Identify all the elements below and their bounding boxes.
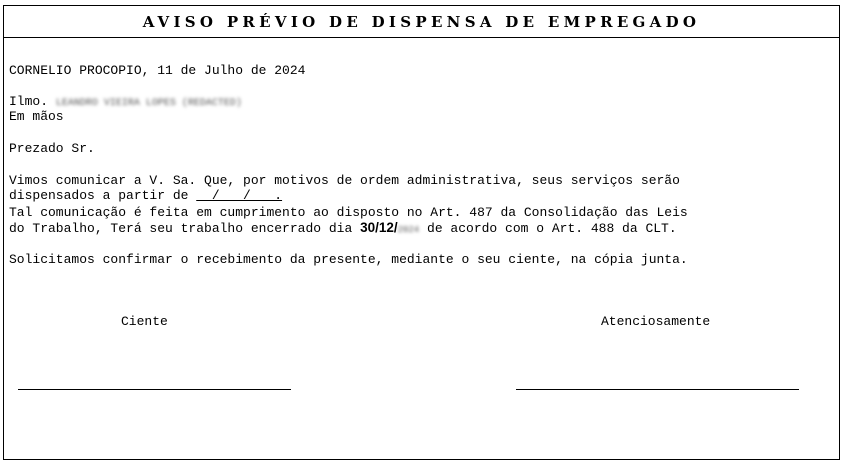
closing-line: Solicitamos confirmar o recebimento da presente, mediante o seu ciente, na cópia junta.: [9, 252, 688, 267]
paragraph-line-1: Vimos comunicar a V. Sa. Que, por motivos de ordem administrativa, seus serviços serão: [9, 173, 680, 188]
paragraph-line-4-prefix: do Trabalho, Terá seu trabalho encerrado dia: [9, 221, 361, 236]
paragraph-line-2: [9, 188, 282, 203]
recipient-name-redacted: LEANDRO VIEIRA LOPES (REDACTED): [55, 98, 242, 109]
right-signature-line: [516, 389, 799, 390]
paragraph-line-4-suffix: de acordo com o Art. 488 da CLT.: [419, 221, 677, 236]
notice-document: [3, 5, 840, 460]
delivery-note: Em mãos: [9, 109, 64, 124]
left-signature-line: [18, 389, 291, 390]
left-signature-label: Ciente: [121, 314, 168, 329]
paragraph-line-3: Tal comunicação é feita em cumprimento ao disposto no Art. 487 da Consolidação das Leis: [9, 205, 688, 220]
greeting: Prezado Sr.: [9, 141, 95, 156]
paragraph-line-4: [9, 220, 677, 238]
title-bar: [4, 6, 839, 38]
end-date-redacted: 2024: [397, 225, 420, 235]
end-date: 30/12/: [360, 220, 398, 235]
paragraph-line-2-prefix: dispensados a partir de: [9, 188, 197, 203]
start-date-blank: / / .: [196, 188, 283, 203]
right-signature-label: Atenciosamente: [601, 314, 711, 329]
document-title: AVISO PRÉVIO DE DISPENSA DE EMPREGADO: [142, 13, 701, 31]
salutation-prefix: Ilmo.: [9, 94, 49, 109]
place-date: CORNELIO PROCOPIO, 11 de Julho de 2024: [9, 63, 306, 78]
